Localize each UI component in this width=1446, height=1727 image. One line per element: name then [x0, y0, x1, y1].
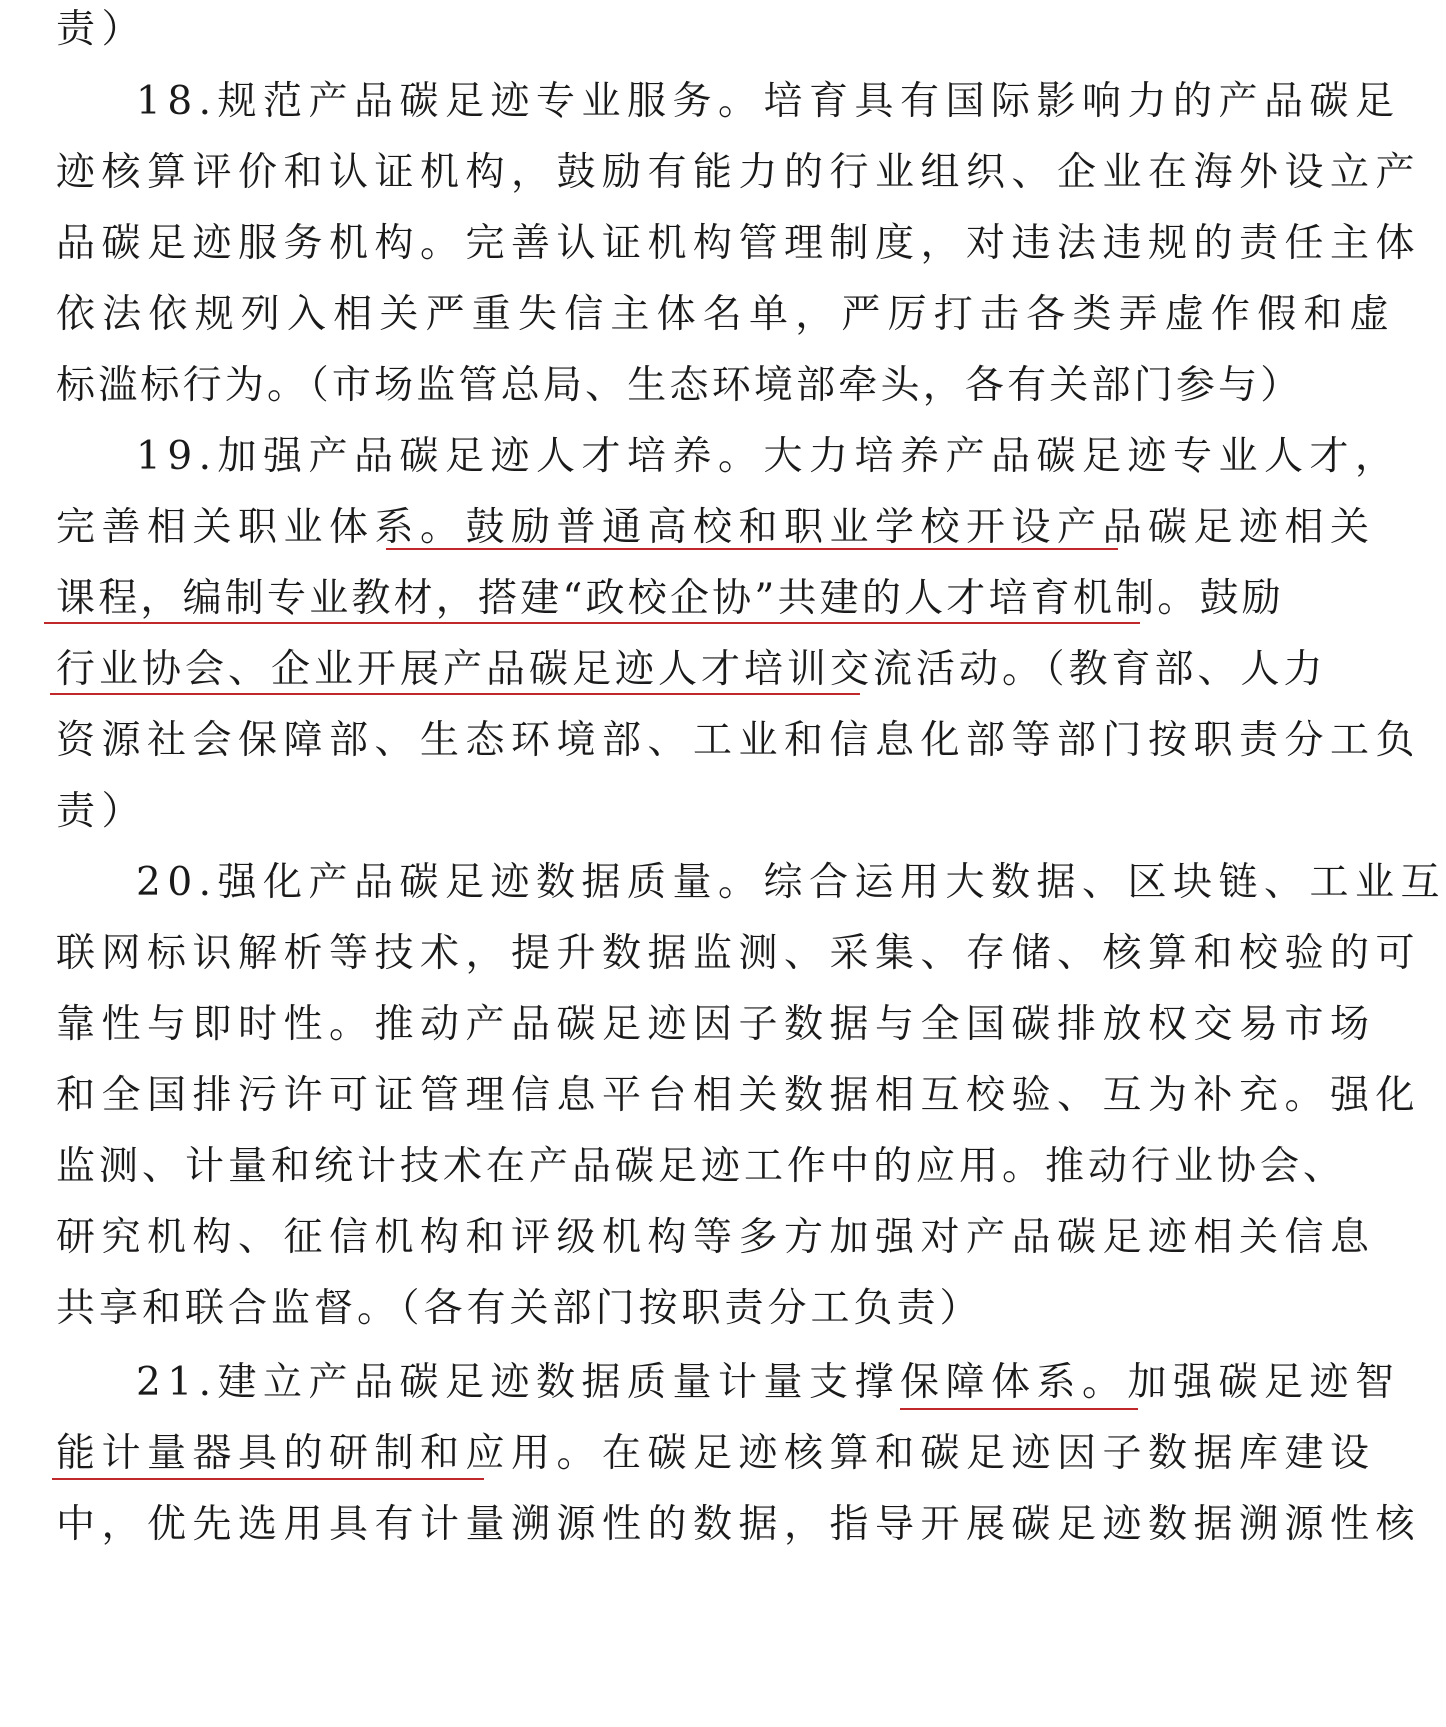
- text-line: 共享和联合监督。（各有关部门按职责分工负责）: [56, 1286, 983, 1331]
- text-line: 联网标识解析等技术，提升数据监测、采集、存储、核算和校验的可: [56, 931, 1422, 976]
- text-line: 能计量器具的研制和应用。在碳足迹核算和碳足迹因子数据库建设: [56, 1431, 1376, 1476]
- text-line: 责）: [56, 789, 148, 834]
- text-line: 迹核算评价和认证机构，鼓励有能力的行业组织、企业在海外设立产: [56, 150, 1422, 195]
- text-line: 21.建立产品碳足迹数据质量计量支撑保障体系。加强碳足迹智: [136, 1360, 1401, 1405]
- highlight-underline: [50, 693, 860, 695]
- text-line: 研究机构、征信机构和评级机构等多方加强对产品碳足迹相关信息: [56, 1215, 1376, 1260]
- text-line: 监测、计量和统计技术在产品碳足迹工作中的应用。推动行业协会、: [56, 1144, 1347, 1189]
- text-line: 完善相关职业体系。鼓励普通高校和职业学校开设产品碳足迹相关: [56, 505, 1376, 550]
- text-line: 标滥标行为。（市场监管总局、生态环境部牵头，各有关部门参与）: [56, 363, 1303, 408]
- text-line: 行业协会、企业开展产品碳足迹人才培训交流活动。（教育部、人力: [56, 647, 1327, 692]
- text-line: 20.强化产品碳足迹数据质量。综合运用大数据、区块链、工业互: [136, 860, 1446, 905]
- text-line: 和全国排污许可证管理信息平台相关数据相互校验、互为补充。强化: [56, 1073, 1422, 1118]
- text-line: 资源社会保障部、生态环境部、工业和信息化部等部门按职责分工负: [56, 718, 1422, 763]
- text-line: 18.规范产品碳足迹专业服务。培育具有国际影响力的产品碳足: [136, 79, 1401, 124]
- text-line: 课程，编制专业教材，搭建“政校企协”共建的人才培育机制。鼓励: [56, 576, 1284, 621]
- text-line: 品碳足迹服务机构。完善认证机构管理制度，对违法违规的责任主体: [56, 221, 1422, 266]
- highlight-underline: [386, 548, 1118, 550]
- text-line: 责）: [56, 7, 148, 52]
- text-line: 依法依规列入相关严重失信主体名单，严厉打击各类弄虚作假和虚: [56, 292, 1396, 337]
- highlight-underline: [52, 1478, 484, 1480]
- highlight-underline: [900, 1408, 1138, 1410]
- highlight-underline: [44, 622, 1140, 624]
- text-line: 19.加强产品碳足迹人才培养。大力培养产品碳足迹专业人才，: [136, 434, 1401, 479]
- text-line: 靠性与即时性。推动产品碳足迹因子数据与全国碳排放权交易市场: [56, 1002, 1376, 1047]
- text-line: 中，优先选用具有计量溯源性的数据，指导开展碳足迹数据溯源性核: [56, 1502, 1422, 1547]
